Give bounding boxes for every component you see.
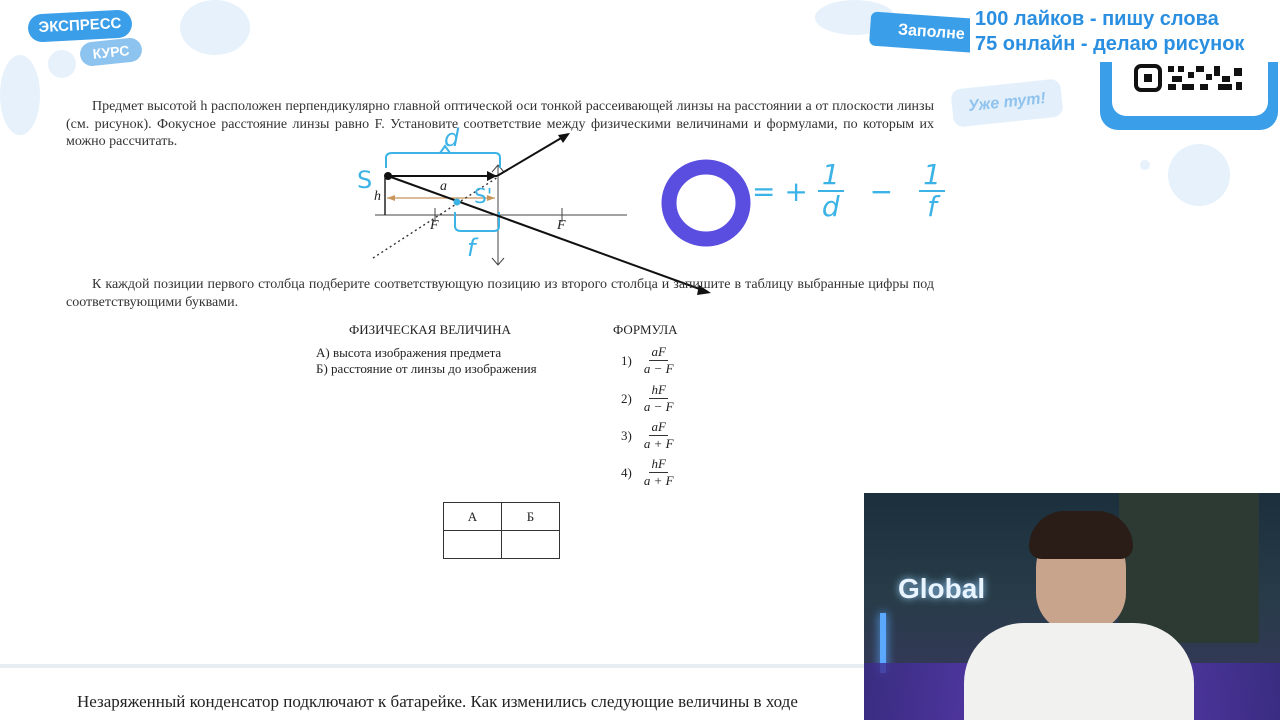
presenter-body [964,623,1194,720]
handwriting-frac-d [818,160,844,222]
answer-table-input-row [444,531,560,559]
formula-numerator: hF [651,456,666,471]
formula-option-number: 3) [621,427,632,443]
handwriting-S-prime: S' [474,184,493,208]
handwriting-f: f [467,234,476,262]
col-header-formula: ФОРМУЛА [613,322,678,337]
formula-option-1 [621,344,674,377]
col-header-quantity: ФИЗИЧЕСКАЯ ВЕЛИЧИНА [349,322,511,337]
answer-table [443,502,560,559]
diagram-label-F-right: F [557,218,566,233]
diagram-label-F-left: F [430,218,439,233]
formula-option-number: 2) [621,390,632,406]
formula-fraction [644,456,674,489]
global-sign: Global [898,573,986,604]
handwriting-frac-d-den: d [821,190,840,223]
formula-denominator: a + F [643,473,674,488]
quantity-item-a: А) высота изображения предмета [316,345,502,360]
handwriting-eq: = + [752,174,808,208]
handwriting-frac-f [919,160,945,222]
diagram-label-h: h [374,189,381,204]
overlay-line-online: 75 онлайн - делаю рисунок [975,33,1245,55]
page-divider [0,664,864,668]
handwriting-S: S [357,166,373,194]
formula-option-3 [621,419,674,452]
quantity-item-b: Б) расстояние от линзы до изображения [316,361,537,376]
handwritten-formula [752,160,945,222]
formula-option-number: 4) [621,464,632,480]
formula-fraction [644,344,674,377]
brand-express-text: ЭКСПРЕСС [38,14,122,37]
handwriting-minus: − [869,174,894,208]
answer-header-b: Б [502,503,560,531]
answer-table-header-row [444,503,560,531]
formula-fraction [644,382,674,415]
handwriting-frac-f-num: 1 [919,160,945,192]
formula-denominator: a + F [643,436,674,451]
formula-numerator: aF [651,344,666,359]
formula-numerator: hF [651,382,666,397]
already-here-text: Уже тут! [967,89,1047,116]
overlay-line-likes: 100 лайков - пишу слова [975,8,1219,30]
fill-badge-text: Заполне [897,21,966,44]
formula-denominator: a − F [643,399,674,414]
answer-cell-b[interactable] [502,531,560,559]
handwriting-frac-d-num: 1 [818,160,844,192]
formula-numerator: aF [651,419,666,434]
formula-denominator: a − F [643,361,674,376]
chalkboard [1119,493,1259,643]
webcam-feed [864,493,1280,720]
formula-option-number: 1) [621,352,632,368]
diagram-label-a: a [440,179,447,194]
brand-course-text: КУРС [91,42,131,62]
task-paragraph-1: Предмет высотой h расположен перпендикулярно главной оптической оси тонкой рассеивающей линзы на расстоянии a от плоскости линзы (см. рисунок). Фокусное расстояние линзы равно F. Установите соответствие между физическими величинами и формулами, по которым их можно рассчитать. [66,99,934,149]
presenter-hair [1029,511,1133,559]
formula-option-4 [621,456,674,489]
formula-fraction [644,419,674,452]
handwriting-frac-f-den: f [927,190,937,223]
task-paragraph-2: К каждой позиции первого столбца подберите соответствующую позицию из второго столбца и запишите в таблицу выбранные цифры под соответствующими буквами. [66,277,934,310]
handwriting-d: d [444,124,460,152]
next-task-text: Незаряженный конденсатор подключают к батарейке. Как изменились следующие величины в ходе [77,692,798,711]
answer-cell-a[interactable] [444,531,502,559]
answer-header-a: А [444,503,502,531]
formula-option-2 [621,382,674,415]
